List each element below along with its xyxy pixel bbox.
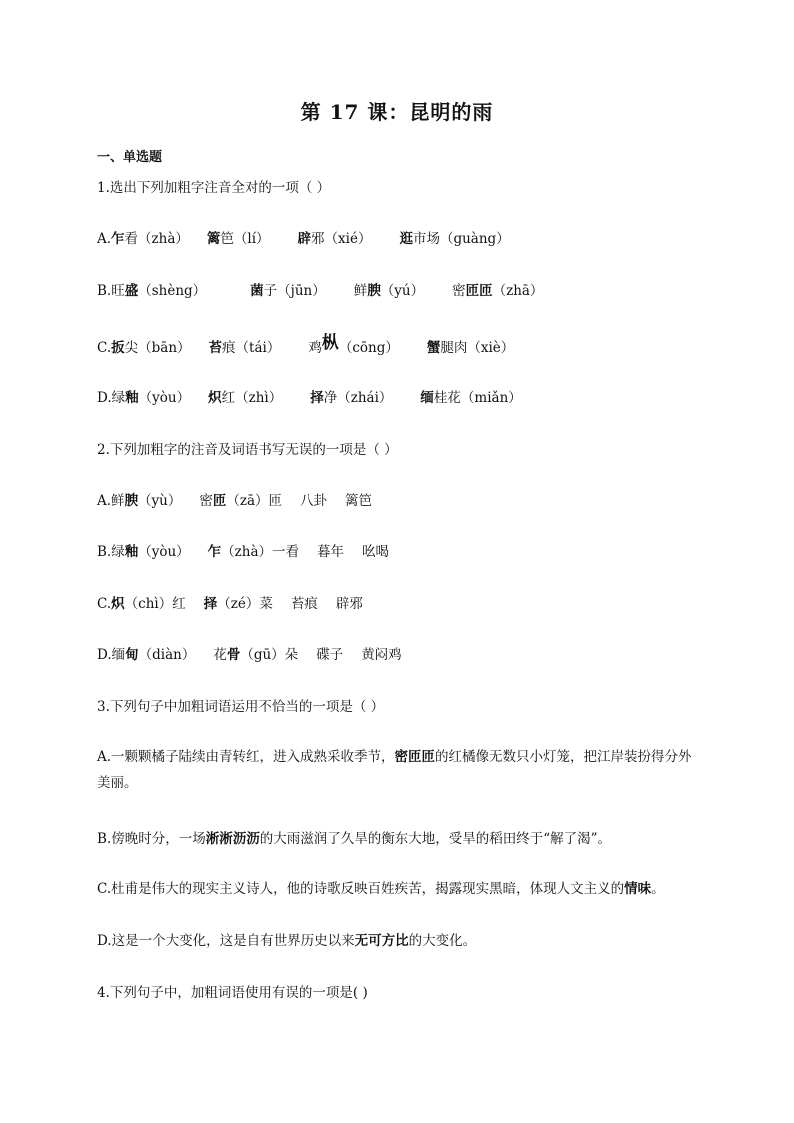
option-item: 鸡枞（cōng） <box>308 333 399 356</box>
option-label: D. <box>97 390 112 406</box>
question-3-option-a[interactable]: A.一颗颗橘子陆续由青转红，进入成熟采收季节，密匝匝的红橘像无数只小灯笼，把江岸装扮得分外美丽。 <box>97 749 692 791</box>
option-item: 绿釉（yòu） <box>111 390 191 406</box>
option-item: 苔痕（tái） <box>208 340 281 356</box>
question-1-option-a[interactable] <box>97 229 510 249</box>
option-label: B. <box>97 283 112 299</box>
question-1-option-c[interactable] <box>97 333 515 358</box>
option-item: 菌子（jūn） <box>250 283 326 299</box>
option-label: C. <box>97 340 112 356</box>
question-2-option-a[interactable] <box>97 491 372 511</box>
option-item: 炽（chì）红 <box>111 596 186 612</box>
question-1-stem: 1.选出下列加粗字注音全对的一项（ ） <box>97 180 331 196</box>
option-label: D. <box>97 647 112 663</box>
option-item: 篱笆 <box>345 493 373 509</box>
option-item: 缅甸（diàn） <box>111 647 196 663</box>
option-item: 蟹腿肉（xiè） <box>426 340 515 356</box>
option-item: 择（zé）菜 <box>203 596 273 612</box>
question-2-option-b[interactable] <box>97 542 389 562</box>
page-title: 第 17 课：昆明的雨 <box>300 100 494 124</box>
option-label: B. <box>97 544 112 560</box>
question-1-option-d[interactable] <box>97 388 522 408</box>
question-2-option-c[interactable] <box>97 594 363 614</box>
option-item: 暮年 <box>317 544 345 560</box>
question-3-option-b[interactable]: B.傍晚时分，一场淅淅沥沥的大雨滋润了久旱的衡东大地，受旱的稻田终于“解了渴”。 <box>97 831 612 847</box>
question-3-stem: 3.下列句子中加粗词语运用不恰当的一项是（ ） <box>97 699 385 715</box>
option-item: 密匝（zā）匝 <box>199 493 283 509</box>
option-item: 扳尖（bān） <box>111 340 191 356</box>
option-item: 碟子 <box>316 647 344 663</box>
option-item: 苔痕 <box>290 596 318 612</box>
section-heading: 一、单选题 <box>97 150 163 165</box>
option-item: 八卦 <box>300 493 328 509</box>
option-item: 鲜腴（yù） <box>111 493 182 509</box>
option-item: 黄闷鸡 <box>361 647 402 663</box>
question-1-option-b[interactable] <box>97 281 543 301</box>
option-item: 炽红（zhì） <box>208 390 283 406</box>
question-2-stem: 2.下列加粗字的注音及词语书写无误的一项是（ ） <box>97 442 398 458</box>
option-item: 密匝匝（zhā） <box>452 283 544 299</box>
option-item: 缅桂花（miǎn） <box>420 390 522 406</box>
option-label: A. <box>97 493 112 509</box>
option-item: 择净（zhái） <box>310 390 393 406</box>
option-item: 鲜腴（yú） <box>353 283 425 299</box>
option-item: 辟邪 <box>335 596 363 612</box>
option-item: 花骨（gū）朵 <box>213 647 299 663</box>
question-3-option-c[interactable]: C.杜甫是伟大的现实主义诗人，他的诗歌反映百姓疾苦，揭露现实黑暗，体现人文主义的情味。 <box>97 881 665 897</box>
option-item: 逛市场（guàng） <box>399 231 510 247</box>
option-item: 旺盛（shèng） <box>111 283 207 299</box>
option-item: 乍看（zhà） <box>111 231 189 247</box>
option-item: 篱笆（lí） <box>206 231 270 247</box>
question-3-option-d[interactable]: D.这是一个大变化，这是自有世界历史以来无可方比的大变化。 <box>97 933 477 949</box>
option-label: C. <box>97 596 112 612</box>
option-item: 乍（zhà）一看 <box>207 544 300 560</box>
option-item: 绿釉（yòu） <box>111 544 190 560</box>
option-item: 吆喝 <box>362 544 390 560</box>
question-2-option-d[interactable] <box>97 645 402 665</box>
question-4-stem: 4.下列句子中，加粗词语使用有误的一项是( ) <box>97 985 368 1001</box>
option-label: A. <box>97 231 112 247</box>
option-item: 辟邪（xié） <box>297 231 372 247</box>
